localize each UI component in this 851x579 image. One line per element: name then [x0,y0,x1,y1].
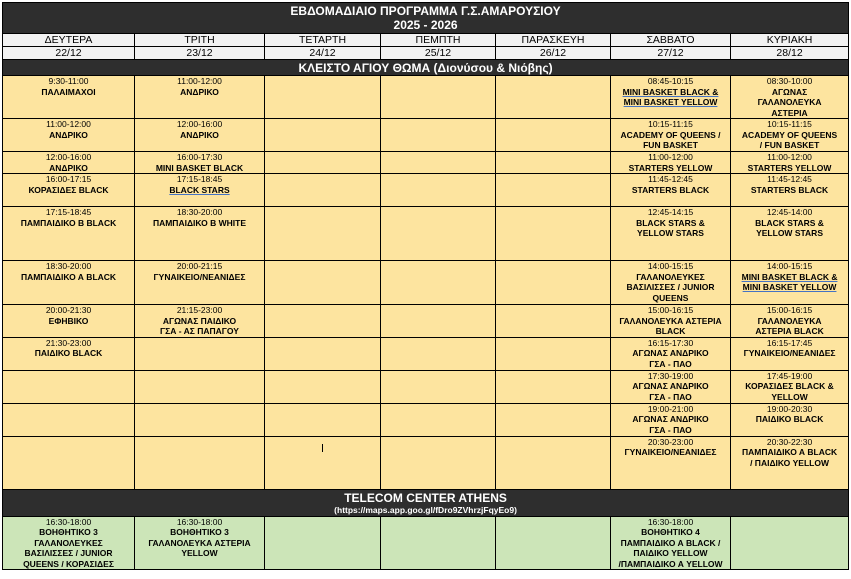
slot-event: ΓΑΛΑΝΟΛΕΥΚΕΣ ΒΑΣΙΛΙΣΣΕΣ / JUNIOR QUEENS [626,271,715,303]
slot-time: 16:00-17:30 [176,152,223,162]
slot-event: BLACK STARS [169,184,230,195]
day-date-header: 26/12 [496,47,611,60]
schedule-header [3,3,849,34]
empty-slot [496,152,611,174]
slot-time: 18:30-20:00 [176,207,223,217]
schedule-slot [731,76,849,119]
schedule-slot [731,370,849,403]
slot-time: 20:30-22:30 [766,436,813,447]
slot-event: ΒΟΗΘΗΤΙΚΟ 3 ΓΑΛΑΝΟΛΕΥΚΑ ΑΣΤΕΡΙΑ YELLOW [148,527,251,558]
slot-event: ACADEMY OF QUEENS / FUN BASKET [620,129,721,150]
day-name-header: ΣΑΒΒΑΤΟ [611,34,731,47]
empty-slot [381,207,496,261]
schedule-slot [3,261,135,305]
slot-time: 16:30-18:00 [647,516,694,527]
empty-slot [265,305,381,338]
schedule-slot [135,207,265,261]
slot-time: 17:15-18:45 [176,174,223,184]
slot-time: 21:15-23:00 [176,305,223,315]
schedule-title: ΕΒΔΟΜΑΔΙΑΙΟ ΠΡΟΓΡΑΜΜΑ Γ.Σ.ΑΜΑΡΟΥΣΙΟΥ [290,4,561,18]
slot-event: ΓΑΛΑΝΟΛΕΥΚΑ ΑΣΤΕΡΙΑ BLACK [619,315,722,336]
schedule-slot [3,119,135,152]
schedule-slot [611,516,731,570]
schedule-slot [135,119,265,152]
slot-event: ACADEMY OF QUEENS / FUN BASKET [741,129,838,150]
slot-event: ΑΝΔΡΙΚΟ [49,162,88,173]
slot-time: 10:15-11:15 [648,119,693,129]
day-date-header: 24/12 [265,47,381,60]
schedule-slot [731,403,849,436]
schedule-row [3,337,849,370]
slot-event: ΑΝΔΡΙΚΟ [180,86,219,97]
cell-cursor-mark [322,444,323,452]
slot-event: ΠΑΜΠΑΙΔΙΚΟ Β WHITE [152,217,247,228]
venue-name: ΚΛΕΙΣΤΟ ΑΓΙΟΥ ΘΩΜΑ (Διονύσου & Νιόβης) [298,60,553,75]
slot-time: 16:00-17:15 [45,174,92,184]
empty-slot [496,119,611,152]
day-name-header: ΠΑΡΑΣΚΕΥΗ [496,34,611,47]
slot-time: 19:00-20:30 [766,403,813,414]
slot-event: ΒΟΗΘΗΤΙΚΟ 4 ΠΑΜΠΑΙΔΙΚΟ Α BLACK / ΠΑΙΔΙΚΟ YELLOW /ΠΑΜΠΑΙΔΙΚΟ Α YELLOW [618,527,723,569]
empty-slot [496,337,611,370]
day-date-header: 25/12 [381,47,496,60]
empty-slot [135,370,265,403]
schedule-slot [3,337,135,370]
venue-header-telecom-center [3,489,849,516]
slot-time: 11:45-12:45 [648,174,693,184]
slot-event: STARTERS YELLOW [628,162,713,173]
empty-slot [731,516,849,570]
empty-slot [381,436,496,489]
slot-time: 20:00-21:30 [45,305,92,315]
schedule-slot [611,337,731,370]
schedule-slot [135,174,265,207]
empty-slot [496,436,611,489]
empty-slot [265,337,381,370]
empty-slot [381,174,496,207]
empty-slot [265,174,381,207]
schedule-slot [731,436,849,489]
slot-time: 17:45-19:00 [766,370,813,381]
slot-time: 19:00-21:00 [647,403,694,414]
schedule-slot [611,403,731,436]
empty-slot [496,76,611,119]
slot-event: ΑΓΩΝΑΣ ΑΝΔΡΙΚΟ ΓΣΑ - ΠΑΟ [632,381,709,402]
slot-event: ΑΓΩΝΑΣ ΑΝΔΡΙΚΟ ΓΣΑ - ΠΑΟ [632,348,709,369]
slot-time: 9:30-11:00 [48,76,89,86]
slot-time: 11:00-12:00 [767,152,812,162]
slot-event: ΓΥΝΑΙΚΕΙΟ/ΝΕΑΝΙΔΕΣ [624,447,717,457]
schedule-row [3,119,849,152]
slot-time: 11:00-12:00 [648,152,693,162]
slot-event: ΒΟΗΘΗΤΙΚΟ 3 ΓΑΛΑΝΟΛΕΥΚΕΣ ΒΑΣΙΛΙΣΣΕΣ / JUNIOR QUEENS / ΚΟΡΑΣΙΔΕΣ [23,527,114,569]
slot-event: ΑΝΔΡΙΚΟ [49,129,88,140]
empty-slot [496,261,611,305]
slot-time: 08:30-10:00 [766,76,813,86]
slot-time: 17:30-19:00 [647,370,694,381]
empty-slot [381,370,496,403]
slot-event: ΠΑΜΠΑΙΔΙΚΟ Α BLACK / ΠΑΙΔΙΚΟ YELLOW [741,447,838,468]
slot-time: 12:00-16:00 [176,119,223,129]
slot-time: 16:30-18:00 [45,516,92,527]
slot-time: 16:15-17:45 [766,337,813,348]
schedule-slot [611,305,731,338]
empty-slot [496,305,611,338]
schedule-slot [611,76,731,119]
schedule-slot [731,119,849,152]
slot-event: ΑΓΩΝΑΣ ΠΑΙΔΙΚΟ ΓΣΑ - ΑΣ ΠΑΠΑΓΟΥ [160,315,239,336]
slot-event: STARTERS BLACK [750,184,829,195]
schedule-row [3,207,849,261]
day-name-header: ΚΥΡΙΑΚΗ [731,34,849,47]
slot-event: ΠΑΙΔΙΚΟ BLACK [755,414,824,424]
empty-slot [496,516,611,570]
schedule-row [3,152,849,174]
slot-event: ΓΥΝΑΙΚΕΙΟ/ΝΕΑΝΙΔΕΣ [153,271,246,282]
schedule-slot [611,207,731,261]
schedule-row [3,174,849,207]
empty-slot [265,370,381,403]
slot-event: ΑΓΩΝΑΣ ΓΑΛΑΝΟΛΕΥΚΑ ΑΣΤΕΡΙΑ [757,86,822,118]
slot-event: STARTERS BLACK [631,184,710,195]
schedule-slot [731,174,849,207]
slot-event: BLACK STARS & YELLOW STARS [755,217,824,238]
schedule-row [3,76,849,119]
slot-event: ΕΦΗΒΙΚΟ [48,315,89,326]
empty-slot [381,119,496,152]
schedule-slot [135,516,265,570]
schedule-slot [3,152,135,174]
slot-time: 15:00-16:15 [647,305,694,315]
day-name-header: ΔΕΥΤΕΡΑ [3,34,135,47]
empty-slot [381,305,496,338]
day-date-header: 22/12 [3,47,135,60]
venue-header-agios-thomas [3,60,849,76]
schedule-row [3,370,849,403]
slot-event: ΠΑΜΠΑΙΔΙΚΟ Β BLACK [20,217,117,228]
schedule-slot [135,305,265,338]
slot-time: 20:00-21:15 [176,261,223,271]
empty-slot [265,516,381,570]
empty-slot [265,152,381,174]
venue-name: TELECOM CENTER ATHENS [344,490,507,505]
schedule-row [3,516,849,570]
slot-time: 16:15-17:30 [647,337,694,348]
slot-event: MINI BASKET BLACK [155,162,244,173]
empty-slot [265,261,381,305]
schedule-row [3,261,849,305]
slot-time: 18:30-20:00 [45,261,92,271]
slot-time: 20:30-23:00 [647,436,694,447]
slot-event: STARTERS YELLOW [747,162,832,173]
slot-time: 21:30-23:00 [45,337,92,348]
schedule-slot [3,174,135,207]
empty-slot [496,174,611,207]
slot-event: ΠΑΜΠΑΙΔΙΚΟ Α BLACK [20,271,117,282]
schedule-slot [135,76,265,119]
empty-slot [496,207,611,261]
schedule-row [3,305,849,338]
empty-slot [381,76,496,119]
slot-time: 12:45-14:00 [766,207,813,217]
schedule-slot [731,305,849,338]
empty-slot [265,403,381,436]
schedule-slot [611,436,731,489]
slot-event: ΚΟΡΑΣΙΔΕΣ BLACK & YELLOW [745,381,834,402]
slot-time: 11:45-12:45 [767,174,812,184]
slot-time: 11:00-12:00 [177,76,222,86]
slot-time: 14:00-15:15 [766,261,813,271]
empty-slot [265,207,381,261]
schedule-slot [731,337,849,370]
day-name-header: ΠΕΜΠΤΗ [381,34,496,47]
empty-slot [3,370,135,403]
schedule-slot [731,152,849,174]
empty-slot [381,152,496,174]
empty-slot [381,516,496,570]
slot-event: ΑΝΔΡΙΚΟ [180,129,219,140]
day-date-header: 27/12 [611,47,731,60]
slot-time: 11:00-12:00 [46,119,91,129]
day-name-header: ΤΕΤΑΡΤΗ [265,34,381,47]
slot-time: 10:15-11:15 [767,119,812,129]
empty-slot [496,403,611,436]
slot-event: MINI BASKET BLACK & MINI BASKET YELLOW [622,86,719,107]
schedule-slot [731,207,849,261]
empty-slot [381,337,496,370]
day-date-header: 23/12 [135,47,265,60]
schedule-row [3,436,849,489]
schedule-slot [135,152,265,174]
schedule-row [3,403,849,436]
slot-time: 08:45-10:15 [647,76,694,86]
schedule-slot [611,119,731,152]
slot-time: 15:00-16:15 [766,305,813,315]
empty-slot [496,370,611,403]
slot-event: ΓΥΝΑΙΚΕΙΟ/ΝΕΑΝΙΔΕΣ [743,348,836,358]
slot-event: ΓΑΛΑΝΟΛΕΥΚΑ ΑΣΤΕΡΙΑ BLACK [755,315,824,336]
season-label: 2025 - 2026 [393,18,458,32]
slot-event: MINI BASKET BLACK & MINI BASKET YELLOW [741,271,838,292]
schedule-slot [611,370,731,403]
empty-slot [135,436,265,489]
schedule-slot [611,174,731,207]
slot-time: 12:45-14:15 [647,207,694,217]
schedule-slot [611,261,731,305]
slot-event: ΚΟΡΑΣΙΔΕΣ BLACK [28,184,109,195]
slot-event: ΠΑΙΔΙΚΟ BLACK [34,348,103,358]
empty-slot [381,403,496,436]
venue-map-link[interactable]: (https://maps.app.goo.gl/fDro9ZVhrzjFqyEo9) [334,504,517,515]
slot-time: 17:15-18:45 [45,207,92,217]
schedule-slot [135,261,265,305]
day-date-header: 28/12 [731,47,849,60]
schedule-slot [3,516,135,570]
schedule-table [2,2,849,570]
schedule-slot [731,261,849,305]
empty-slot [135,403,265,436]
slot-event: ΑΓΩΝΑΣ ΑΝΔΡΙΚΟ ΓΣΑ - ΠΑΟ [632,414,709,435]
slot-event: ΠΑΛΑΙΜΑΧΟΙ [41,86,96,97]
empty-slot [135,337,265,370]
slot-time: 16:30-18:00 [176,516,223,527]
schedule-slot [3,305,135,338]
schedule-slot [3,76,135,119]
empty-slot [265,119,381,152]
slot-time: 14:00-15:15 [647,261,694,271]
slot-event: BLACK STARS & YELLOW STARS [636,217,705,238]
empty-slot [3,403,135,436]
day-name-header: ΤΡΙΤΗ [135,34,265,47]
schedule-slot [3,207,135,261]
schedule-slot [611,152,731,174]
empty-slot [381,261,496,305]
slot-time: 12:00-16:00 [45,152,92,162]
empty-slot [265,76,381,119]
empty-slot [3,436,135,489]
